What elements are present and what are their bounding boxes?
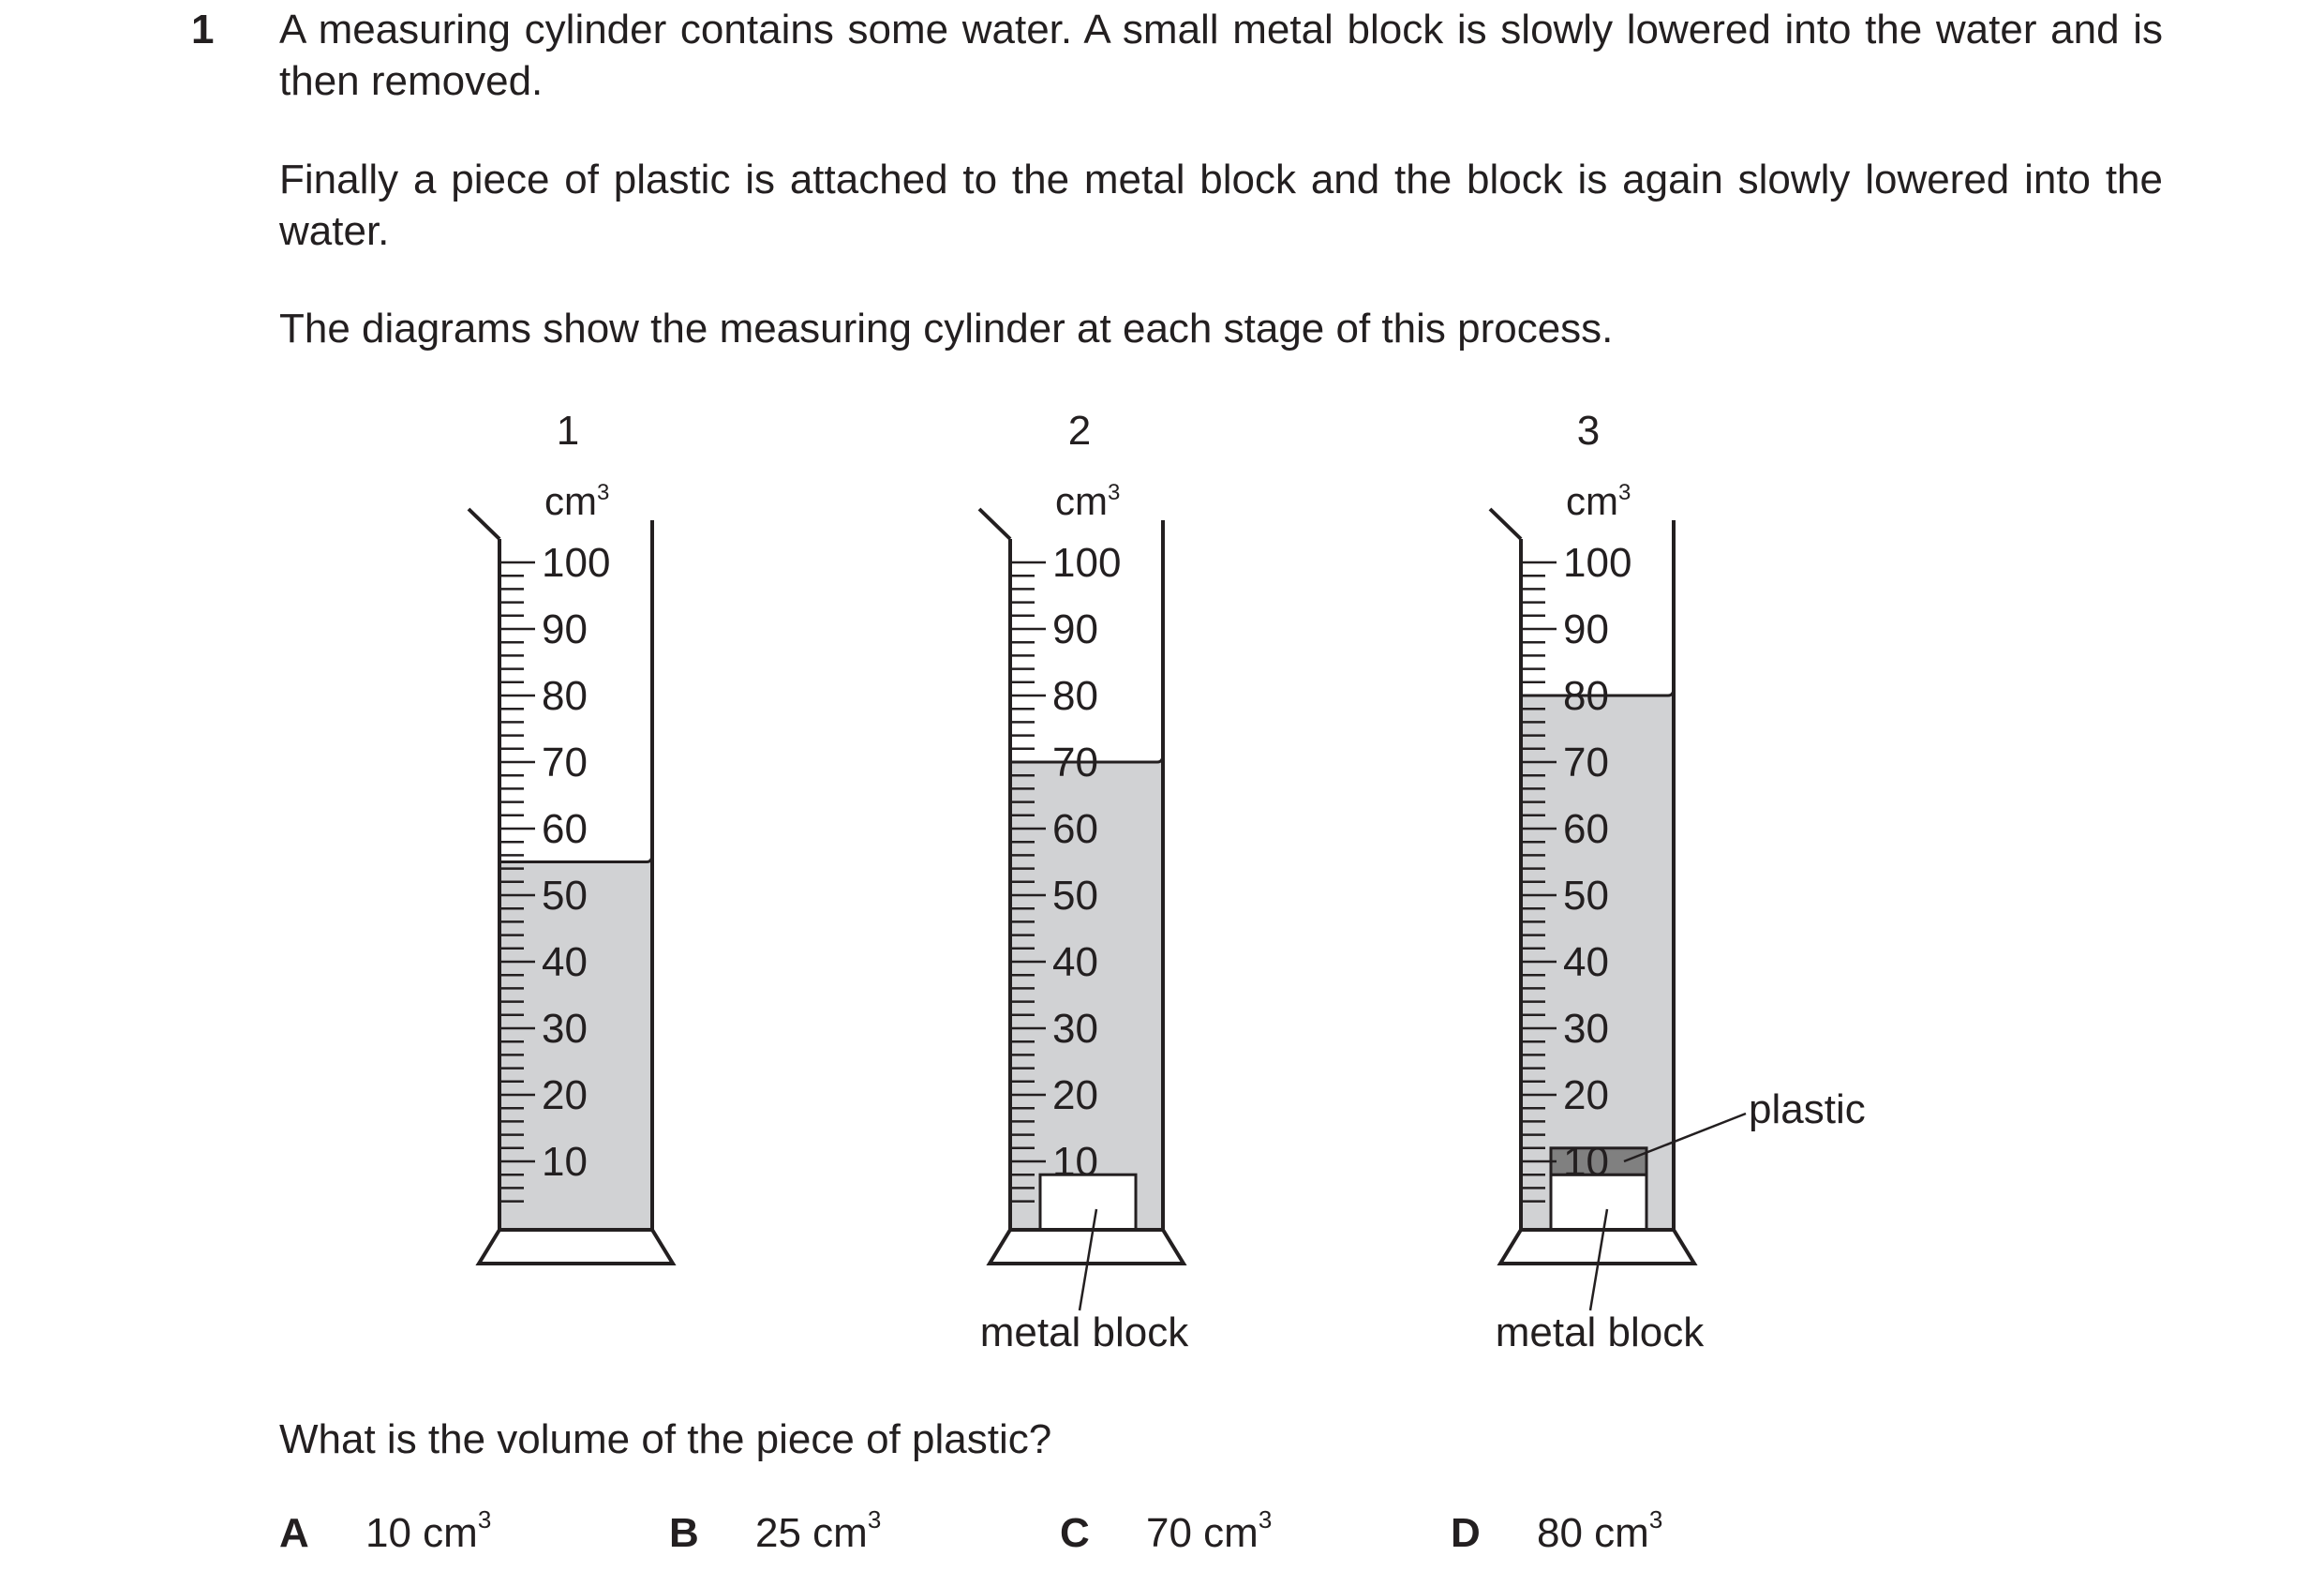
- scale-label: 10: [1052, 1139, 1098, 1185]
- question-paragraph-1: A measuring cylinder contains some water. A small metal block is slowly lowered into the water and is then removed.: [279, 7, 2163, 104]
- plastic-label: plastic: [1749, 1086, 1866, 1132]
- spout: [1490, 509, 1521, 539]
- metal-block-label-3: metal block: [1495, 1309, 1705, 1355]
- option-b[interactable]: [669, 1505, 882, 1559]
- option-c[interactable]: [1060, 1505, 1273, 1559]
- scale-label: 60: [1052, 806, 1098, 852]
- scale-label: 70: [1563, 740, 1609, 786]
- scale-label: 100: [1052, 540, 1122, 586]
- option-a-letter: A: [279, 1510, 309, 1556]
- scale-label: 80: [1563, 673, 1609, 719]
- option-d-value: 80 cm: [1537, 1510, 1649, 1556]
- scale-label: 40: [542, 939, 588, 985]
- scale-label: 40: [1052, 939, 1098, 985]
- option-a-value: 10 cm: [365, 1510, 478, 1556]
- option-a-power: 3: [477, 1505, 492, 1534]
- scale-label: 60: [542, 806, 588, 852]
- scale-label: 80: [542, 673, 588, 719]
- cylinder-label-3: 3: [1576, 408, 1601, 454]
- scale-label: 20: [1563, 1072, 1609, 1118]
- scale-label: 40: [1563, 939, 1609, 985]
- option-c-value: 70 cm: [1146, 1510, 1259, 1556]
- option-b-value: 25 cm: [755, 1510, 868, 1556]
- cylinder-3: [1490, 408, 1746, 1310]
- option-a[interactable]: [279, 1505, 492, 1559]
- scale-label: 10: [1563, 1139, 1609, 1185]
- scale-label: 30: [542, 1006, 588, 1052]
- cylinder-3-body: [1490, 479, 1746, 1310]
- question-number: 1: [191, 7, 215, 52]
- scale-label: 100: [1563, 540, 1632, 586]
- cylinder-1-body: [469, 479, 673, 1264]
- option-c-letter: C: [1060, 1510, 1090, 1556]
- cylinder-base: [1500, 1230, 1694, 1264]
- unit-label: $cm^3$: [544, 479, 610, 523]
- option-d-letter: D: [1451, 1510, 1481, 1556]
- scale-label: 90: [542, 606, 588, 652]
- scale-label: 70: [1052, 740, 1098, 786]
- cylinder-2-body: [979, 479, 1184, 1310]
- unit-label: $cm^3$: [1566, 479, 1631, 523]
- question-paragraph-2: Finally a piece of plastic is attached to the metal block and the block is again slowly lowered into the water.: [279, 157, 2163, 254]
- scale-label: 100: [542, 540, 611, 586]
- scale-label: 70: [542, 740, 588, 786]
- scale-label: 60: [1563, 806, 1609, 852]
- scale-label: 20: [542, 1072, 588, 1118]
- cylinder-base: [479, 1230, 673, 1264]
- question-paragraph-3: The diagrams show the measuring cylinder at each stage of this process.: [279, 306, 1614, 352]
- question-prompt: What is the volume of the piece of plastic?: [279, 1416, 1052, 1462]
- unit-label: $cm^3$: [1055, 479, 1121, 523]
- option-d-power: 3: [1648, 1505, 1663, 1534]
- scale-label: 50: [542, 873, 588, 919]
- cylinder-label-2: 2: [1067, 408, 1092, 454]
- scale-label: 50: [1563, 873, 1609, 919]
- cylinder-2: [979, 408, 1184, 1310]
- option-d[interactable]: [1451, 1505, 1663, 1559]
- metal-block-label-2: metal block: [979, 1309, 1189, 1355]
- option-c-power: 3: [1258, 1505, 1273, 1534]
- scale-label: 80: [1052, 673, 1098, 719]
- scale-label: 30: [1052, 1006, 1098, 1052]
- option-b-letter: B: [669, 1510, 699, 1556]
- scale-label: 90: [1563, 606, 1609, 652]
- cylinder-label-1: 1: [556, 408, 580, 454]
- cylinder-1: [469, 408, 673, 1264]
- scale-label: 50: [1052, 873, 1098, 919]
- scale-label: 30: [1563, 1006, 1609, 1052]
- scale-label: 10: [542, 1139, 588, 1185]
- option-b-power: 3: [867, 1505, 882, 1534]
- scale-label: 20: [1052, 1072, 1098, 1118]
- cylinder-base: [990, 1230, 1184, 1264]
- measuring-cylinders-diagram: [0, 375, 2324, 1387]
- spout: [469, 509, 499, 539]
- spout: [979, 509, 1010, 539]
- scale-label: 90: [1052, 606, 1098, 652]
